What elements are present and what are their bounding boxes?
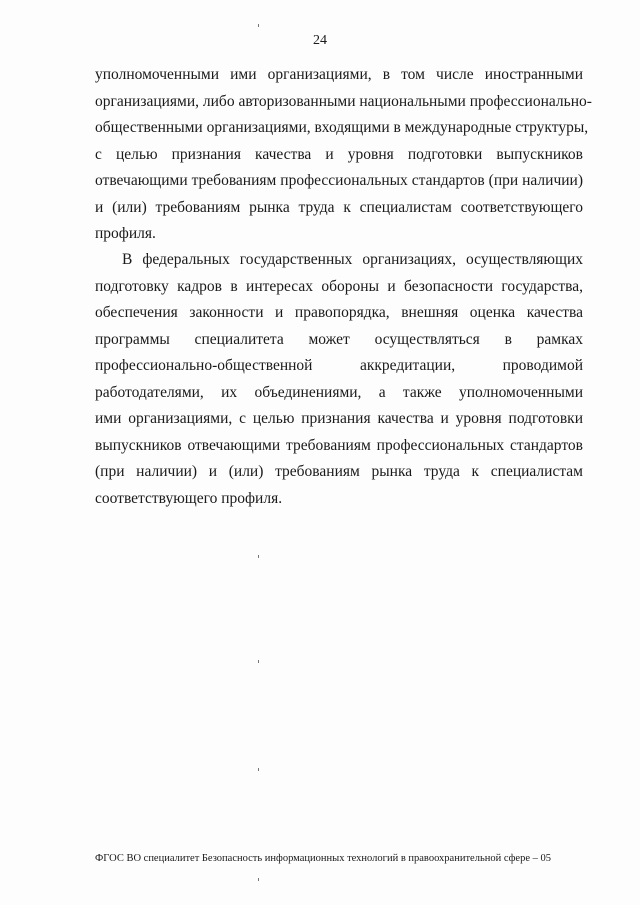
paragraph-federal-organizations bbox=[95, 247, 583, 512]
text-line: организациями, либо авторизованными национальными профессионально- bbox=[95, 92, 592, 110]
text-line: выпускников отвечающими требованиям профессиональных стандартов bbox=[95, 436, 583, 454]
scan-speck bbox=[258, 555, 259, 558]
text-line: отвечающими требованиям профессиональных стандартов (при наличии) bbox=[95, 172, 583, 189]
page-number: 24 bbox=[313, 33, 327, 48]
text-line: (при наличии) и (или) требованиям рынка труда к специалистам bbox=[95, 463, 583, 480]
text-line: профессионально-общественной аккредитации, проводимой bbox=[95, 357, 583, 374]
text-line: и (или) требованиям рынка труда к специалистам соответствующего bbox=[95, 198, 583, 216]
text-line: работодателями, их объединениями, а также уполномоченными bbox=[95, 383, 583, 401]
text-line: В федеральных государственных организациях, осуществляющих bbox=[122, 251, 583, 268]
text-line: уполномоченными ими организациями, в том числе иностранными bbox=[95, 66, 583, 83]
scan-speck bbox=[258, 878, 259, 881]
text-line: соответствующего профиля. bbox=[95, 489, 283, 507]
text-line: общественными организациями, входящими в международные структуры, bbox=[95, 119, 589, 136]
text-line: подготовку кадров в интересах обороны и безопасности государства, bbox=[95, 277, 583, 295]
scan-speck bbox=[258, 660, 259, 663]
text-line: профиля. bbox=[95, 225, 156, 242]
paragraph-continuation bbox=[95, 62, 592, 248]
scan-speck bbox=[258, 24, 259, 27]
text-line: с целью признания качества и уровня подготовки выпускников bbox=[95, 145, 583, 163]
page-footer: ФГОС ВО специалитет Безопасность информационных технологий в правоохранительной сфере – 05 bbox=[95, 853, 552, 864]
text-line: программы специалитета может осуществляться в рамках bbox=[95, 330, 583, 348]
text-line: ими организациями, с целью признания качества и уровня подготовки bbox=[95, 410, 583, 427]
scan-speck bbox=[258, 768, 259, 771]
text-line: обеспечения законности и правопорядка, внешняя оценка качества bbox=[95, 304, 583, 321]
